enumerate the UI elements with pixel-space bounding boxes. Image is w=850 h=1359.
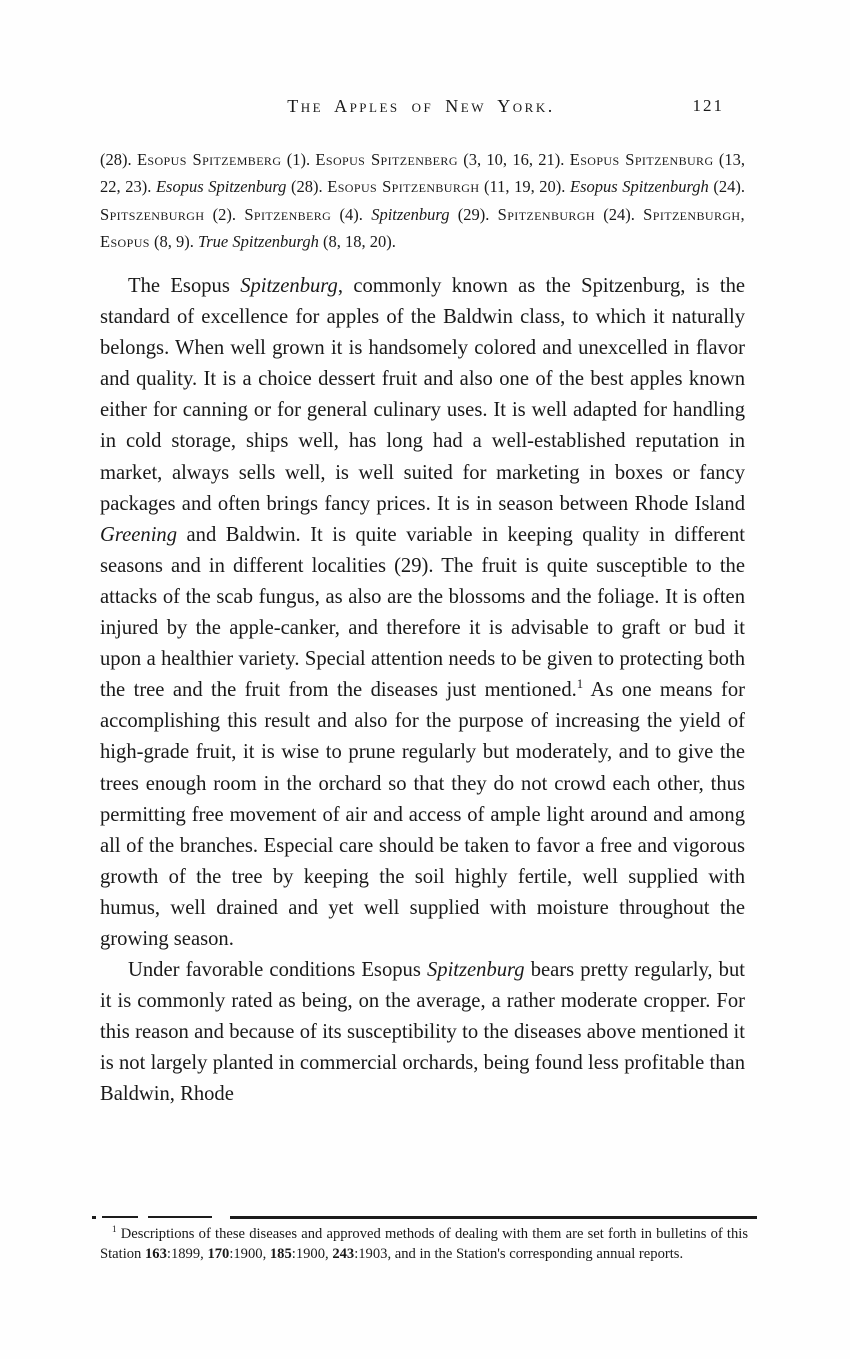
rule-segment [92, 1216, 96, 1219]
footnote-text: $^1$ Descriptions of these diseases and approved methods of dealing with them are set forth in bulletins of this Station 163:1899, 170:1900, 185:1900, 243:1903, and in the Station's corresponding annual reports. [100, 1224, 748, 1263]
body-text-block [100, 271, 745, 1111]
footnote-block [100, 1224, 748, 1265]
footnote-separator-rule [92, 1216, 757, 1219]
page-header [100, 96, 742, 120]
body-paragraph: Under favorable conditions Esopus Spitzenburg bears pretty regularly, but it is commonly rated as being, on the average, a rather moderate cropper. For this reason and because of its susceptibility to the diseases above mentioned it is not largely planted in commercial orchards, being found less profitable than Baldwin, Rhode [100, 959, 745, 1106]
page-number: 121 [692, 96, 724, 115]
rule-segment [102, 1216, 138, 1218]
rule-segment [148, 1216, 212, 1218]
running-title: The Apples of New York. [287, 96, 555, 116]
rule-segment [230, 1216, 757, 1219]
synonym-citations-paragraph: (28). Esopus Spitzemberg (1). Esopus Spitzenberg (3, 10, 16, 21). Esopus Spitzenburg (13, 22, 23). Esopus Spitzenburg (28). Esopus Spitzenburgh (11, 19, 20). Esopus Spitzenburgh (24). Spitszenburgh (2). Spitzenberg (4). Spitzenburg (29). Spitzenburgh (24). Spitzenburgh, Esopus (8, 9). True Spitzenburgh (8, 18, 20). [100, 150, 746, 252]
body-paragraph: The Esopus Spitzenburg, commonly known as the Spitzenburg, is the standard of excellence for apples of the Baldwin class, to which it naturally belongs. When well grown it is handsomely colored and unexcelled in flavor and quality. It is a choice dessert fruit and also one of the best apples known either for canning or for general culinary uses. It is well adapted for handling in cold storage, ships well, has long had a well-established reputation in market, always sells well, is well suited for marketing in boxes or fancy packages and often brings fancy prices. It is in season between Rhode Island Greening and Baldwin. It is quite variable in keeping quality in different seasons and in different localities (29). The fruit is quite susceptible to the attacks of the scab fungus, as also are the blossoms and the foliage. It is often injured by the apple-canker, and therefore it is advisable to graft or bud it upon a healthier variety. Special attention needs to be given to protecting both the tree and the fruit from the diseases just mentioned.$^1$ As one means for accomplishing this result and also for the purpose of increasing the yield of high-grade fruit, it is wise to prune regularly but moderately, and to give the trees enough room in the orchard so that they do not crowd each other, thus permitting free movement of air and access of ample light around and among all of the branches. Especial care should be taken to favor a free and vigorous growth of the tree by keeping the soil highly fertile, well supplied with humus, well drained and yet well supplied with moisture throughout the growing season. [100, 275, 746, 950]
